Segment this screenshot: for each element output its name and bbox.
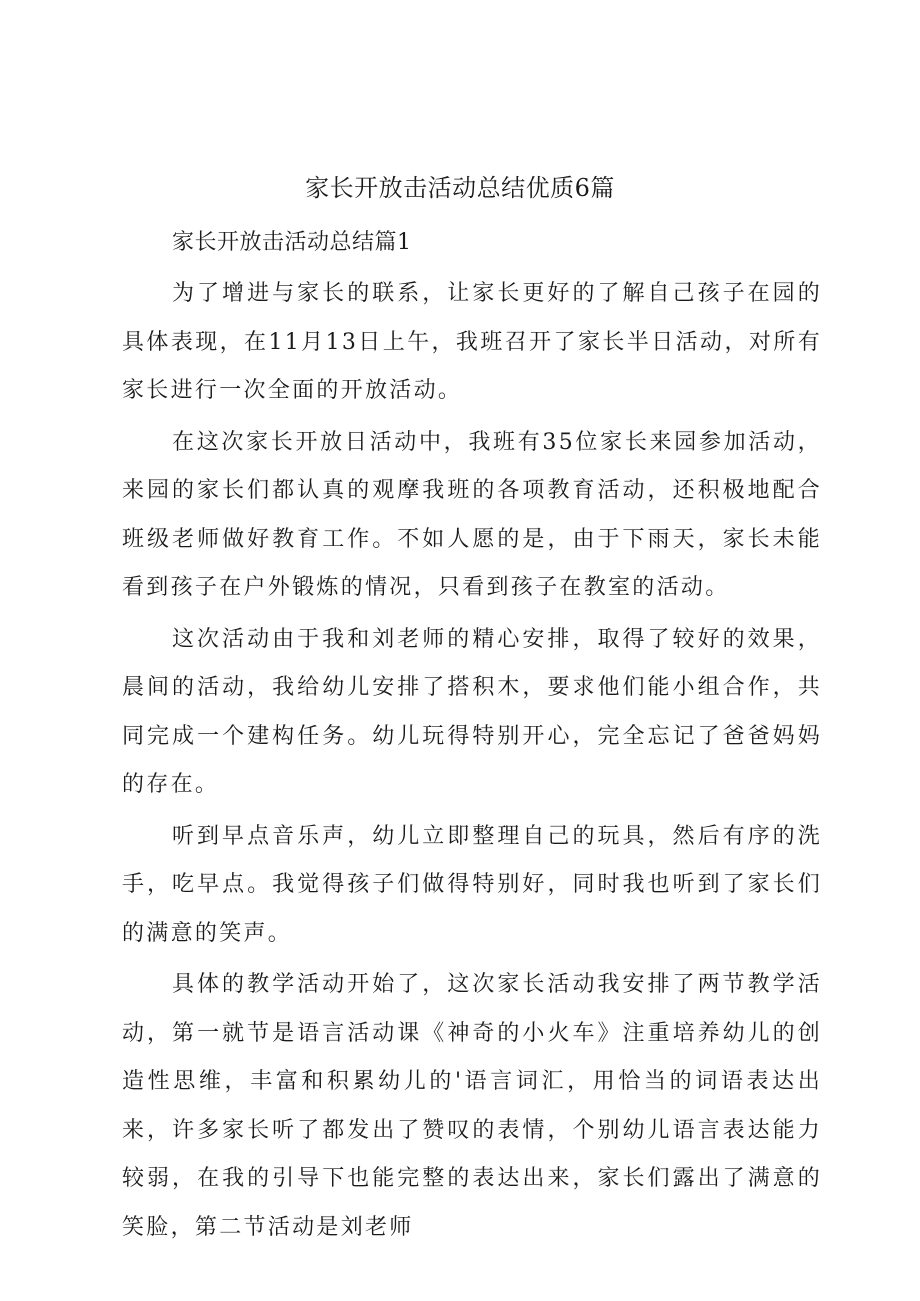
- paragraph-1: 为了增进与家长的联系，让家长更好的了解自己孩子在园的具体表现，在11月13日上午，我班召开了家长半日活动，对所有家长进行一次全面的开放活动。: [122, 281, 822, 403]
- document-title: 家长开放击活动总结优质6篇: [305, 174, 615, 202]
- document-body: [122, 219, 822, 1252]
- section-heading: 家长开放击活动总结篇1: [172, 230, 412, 255]
- paragraph-4: 听到早点音乐声，幼儿立即整理自己的玩具，然后有序的洗手，吃早点。我觉得孩子们做得特别好，同时我也听到了家长们的满意的笑声。: [122, 823, 822, 946]
- paragraph-3: 这次活动由于我和刘老师的精心安排，取得了较好的效果，晨间的活动，我给幼儿安排了搭积木，要求他们能小组合作，共同完成一个建构任务。幼儿玩得特别开心，完全忘记了爸爸妈妈的存在。: [122, 626, 822, 797]
- paragraph-2: 在这次家长开放日活动中，我班有35位家长来园参加活动，来园的家长们都认真的观摩我班的各项教育活动，还积极地配合班级老师做好教育工作。不如人愿的是，由于下雨天，家长未能看到孩子在户外锻炼的情况，只看到孩子在教室的活动。: [122, 429, 822, 600]
- paragraph-5: 具体的教学活动开始了，这次家长活动我安排了两节教学活动，第一就节是语言活动课《神奇的小火车》注重培养幼儿的创造性思维，丰富和积累幼儿的'语言词汇，用恰当的词语表达出来，许多家长听了都发出了赞叹的表情，个别幼儿语言表达能力较弱，在我的引导下也能完整的表达出来，家长们露出了满意的笑脸，第二节活动是刘老师: [122, 972, 822, 1240]
